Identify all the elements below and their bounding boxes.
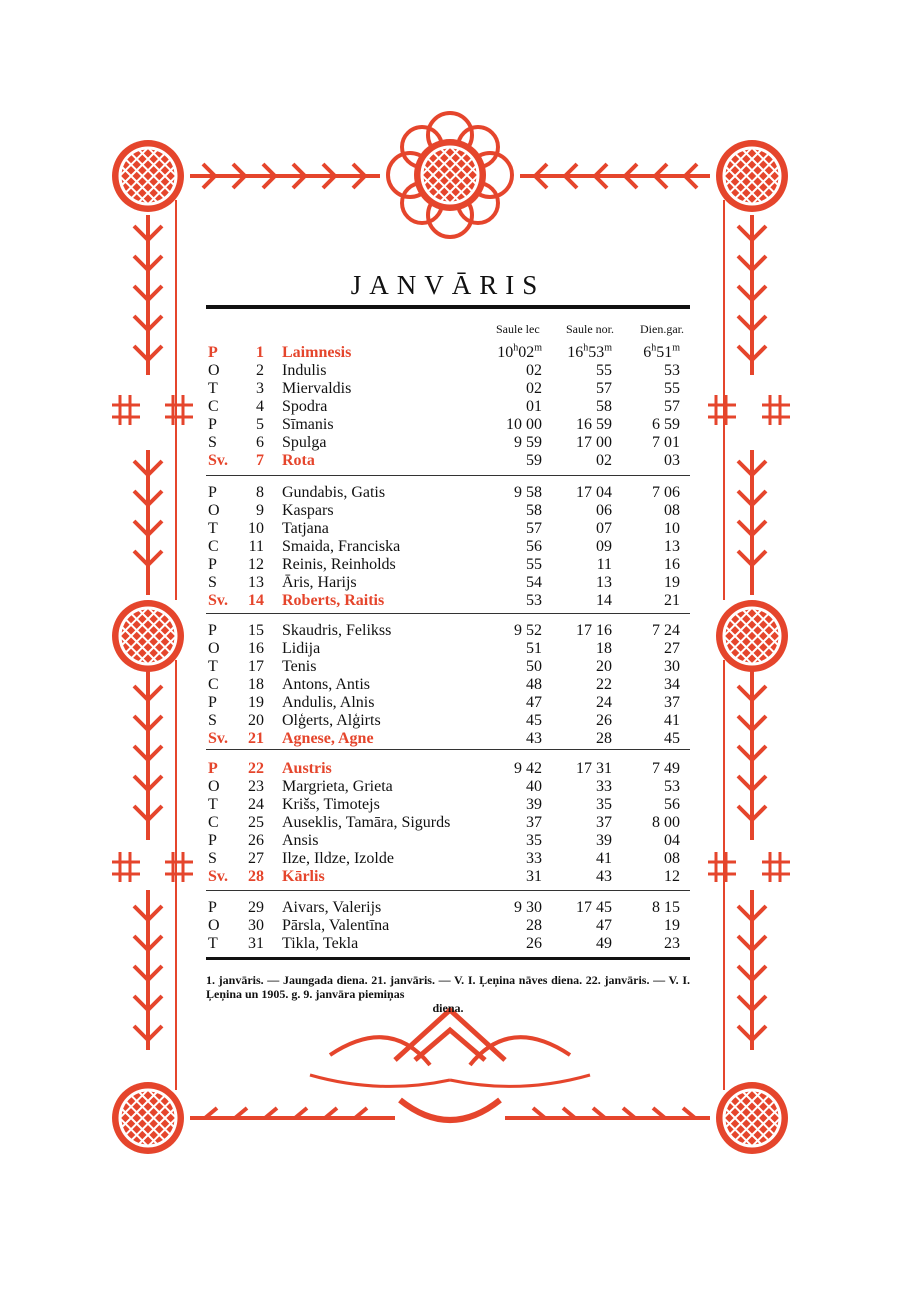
weekday-letter: O xyxy=(208,362,220,379)
footnote-text: 1. janvāris. — Jaungada diena. 21. janvāris. — V. I. Ļeņina nāves diena. 22. janvāris. — V. I. Ļeņina un 1905. g. 9. janvāra piemiņas xyxy=(206,973,690,1001)
day-length: 7 24 xyxy=(652,622,680,639)
day-row xyxy=(206,380,690,398)
day-number: 4 xyxy=(256,398,264,415)
day-row xyxy=(206,760,690,778)
name-day: Margrieta, Grieta xyxy=(282,778,393,795)
sunrise-time: 37 xyxy=(526,814,542,831)
day-length: 12 xyxy=(664,868,680,885)
day-length: 13 xyxy=(664,538,680,555)
name-day: Spulga xyxy=(282,434,327,451)
sunset-time: 06 xyxy=(596,502,612,519)
sunset-time: 55 xyxy=(596,362,612,379)
header-daylength: Dien.gar. xyxy=(640,322,684,336)
weekday-letter: S xyxy=(208,850,217,867)
sunrise-time: 59 xyxy=(526,452,542,469)
day-number: 12 xyxy=(248,556,264,573)
day-length: 6$^h$51$^m$ xyxy=(643,342,680,361)
weekday-letter: O xyxy=(208,502,220,519)
week-block xyxy=(206,484,690,610)
sunset-time: 49 xyxy=(596,935,612,952)
name-day: Miervaldis xyxy=(282,380,352,397)
day-row xyxy=(206,434,690,452)
sunrise-time: 9 42 xyxy=(514,760,542,777)
day-row xyxy=(206,899,690,917)
weekday-letter: P xyxy=(208,416,217,433)
name-day: Austris xyxy=(282,760,332,777)
week-block xyxy=(206,344,690,470)
day-row xyxy=(206,398,690,416)
sunset-time: 13 xyxy=(596,574,612,591)
day-length: 03 xyxy=(664,452,680,469)
sunrise-time: 54 xyxy=(526,574,542,591)
sunrise-time: 31 xyxy=(526,868,542,885)
day-number: 2 xyxy=(256,362,264,379)
sunrise-time: 58 xyxy=(526,502,542,519)
sunset-time: 17 45 xyxy=(576,899,612,916)
day-length: 8 15 xyxy=(652,899,680,916)
sunset-time: 24 xyxy=(596,694,612,711)
day-row xyxy=(206,592,690,610)
day-row xyxy=(206,344,690,362)
sunrise-time: 40 xyxy=(526,778,542,795)
sunrise-time: 26 xyxy=(526,935,542,952)
name-day: Smaida, Franciska xyxy=(282,538,401,555)
week-separator xyxy=(206,613,690,614)
sunrise-time: 9 59 xyxy=(514,434,542,451)
name-day: Olģerts, Alģirts xyxy=(282,712,381,729)
name-day: Antons, Antis xyxy=(282,676,371,693)
sunset-time: 17 31 xyxy=(576,760,612,777)
weekday-letter: O xyxy=(208,640,220,657)
weekday-letter: O xyxy=(208,917,220,934)
sunrise-time: 02 xyxy=(526,380,542,397)
sunset-time: 09 xyxy=(596,538,612,555)
day-row xyxy=(206,640,690,658)
weekday-letter: O xyxy=(208,778,220,795)
day-length: 19 xyxy=(664,574,680,591)
sunrise-time: 02 xyxy=(526,362,542,379)
name-day: Roberts, Raitis xyxy=(282,592,385,609)
day-number: 6 xyxy=(256,434,264,451)
day-number: 3 xyxy=(256,380,264,397)
day-number: 11 xyxy=(248,538,264,555)
sunset-time: 02 xyxy=(596,452,612,469)
sunrise-time: 50 xyxy=(526,658,542,675)
weekday-letter: Sv. xyxy=(208,592,229,609)
page-title: JANVĀRIS xyxy=(350,270,546,300)
sunset-time: 16$^h$53$^m$ xyxy=(567,342,612,361)
weekday-letter: C xyxy=(208,398,219,415)
sunset-time: 20 xyxy=(596,658,612,675)
day-row xyxy=(206,502,690,520)
name-day: Kārlis xyxy=(282,868,325,885)
weekday-letter: C xyxy=(208,814,219,831)
day-row xyxy=(206,778,690,796)
sunset-time: 39 xyxy=(596,832,612,849)
day-number: 15 xyxy=(248,622,264,639)
sunrise-time: 10$^h$02$^m$ xyxy=(497,342,542,361)
sunrise-time: 39 xyxy=(526,796,542,813)
day-length: 30 xyxy=(664,658,680,675)
weekday-letter: T xyxy=(208,796,218,813)
day-row xyxy=(206,694,690,712)
day-row xyxy=(206,676,690,694)
day-number: 19 xyxy=(248,694,264,711)
bottom-rule xyxy=(206,957,690,960)
day-row xyxy=(206,574,690,592)
day-row xyxy=(206,796,690,814)
day-number: 31 xyxy=(248,935,264,952)
day-number: 8 xyxy=(256,484,264,501)
weekday-letter: Sv. xyxy=(208,868,229,885)
name-day: Andulis, Alnis xyxy=(282,694,375,711)
name-day: Auseklis, Tamāra, Sigurds xyxy=(282,814,451,831)
name-day: Rota xyxy=(282,452,315,469)
weekday-letter: T xyxy=(208,658,218,675)
sunrise-time: 53 xyxy=(526,592,542,609)
weekday-letter: T xyxy=(208,520,218,537)
name-day: Indulis xyxy=(282,362,327,379)
day-number: 27 xyxy=(248,850,264,867)
day-length: 7 06 xyxy=(652,484,680,501)
sunset-time: 16 59 xyxy=(576,416,612,433)
day-row xyxy=(206,850,690,868)
day-length: 7 49 xyxy=(652,760,680,777)
weekday-letter: C xyxy=(208,538,219,555)
day-number: 22 xyxy=(248,760,264,777)
sunset-time: 35 xyxy=(596,796,612,813)
sunset-time: 11 xyxy=(596,556,612,573)
day-length: 16 xyxy=(664,556,680,573)
sunrise-time: 48 xyxy=(526,676,542,693)
sunset-time: 37 xyxy=(596,814,612,831)
sunset-time: 43 xyxy=(596,868,612,885)
title-rule xyxy=(206,305,690,309)
day-length: 53 xyxy=(664,362,680,379)
sunset-time: 14 xyxy=(596,592,612,609)
day-row xyxy=(206,832,690,850)
day-number: 14 xyxy=(248,592,264,609)
sunrise-time: 47 xyxy=(526,694,542,711)
day-number: 1 xyxy=(256,344,264,361)
name-day: Sīmanis xyxy=(282,416,334,433)
day-number: 5 xyxy=(256,416,264,433)
sunrise-time: 10 00 xyxy=(506,416,542,433)
name-day: Gundabis, Gatis xyxy=(282,484,386,501)
day-number: 29 xyxy=(248,899,264,916)
day-row xyxy=(206,730,690,748)
sunrise-time: 55 xyxy=(526,556,542,573)
day-number: 30 xyxy=(248,917,264,934)
weekday-letter: S xyxy=(208,712,217,729)
day-row xyxy=(206,520,690,538)
weekday-letter: C xyxy=(208,676,219,693)
day-number: 17 xyxy=(248,658,264,675)
name-day: Ansis xyxy=(282,832,319,849)
day-length: 7 01 xyxy=(652,434,680,451)
sunset-time: 57 xyxy=(596,380,612,397)
sunset-time: 18 xyxy=(596,640,612,657)
day-length: 27 xyxy=(664,640,680,657)
day-row xyxy=(206,814,690,832)
sunrise-time: 51 xyxy=(526,640,542,657)
footnote xyxy=(206,973,690,1015)
sunrise-time: 9 30 xyxy=(514,899,542,916)
sunset-time: 07 xyxy=(596,520,612,537)
sunset-time: 41 xyxy=(596,850,612,867)
sunrise-time: 9 58 xyxy=(514,484,542,501)
day-number: 20 xyxy=(248,712,264,729)
day-length: 6 59 xyxy=(652,416,680,433)
sunset-time: 17 16 xyxy=(576,622,612,639)
name-day: Tatjana xyxy=(282,520,329,537)
name-day: Pārsla, Valentīna xyxy=(282,917,390,934)
header-sunset: Saule nor. xyxy=(566,322,614,336)
day-length: 21 xyxy=(664,592,680,609)
header-sunrise: Saule lec xyxy=(496,322,540,336)
day-row xyxy=(206,556,690,574)
name-day: Krišs, Timotejs xyxy=(282,796,380,813)
name-day: Ilze, Ildze, Izolde xyxy=(282,850,394,867)
day-length: 55 xyxy=(664,380,680,397)
footnote-last: diena. xyxy=(432,1001,464,1015)
name-day: Lidija xyxy=(282,640,321,657)
sunrise-time: 43 xyxy=(526,730,542,747)
week-separator xyxy=(206,749,690,750)
weekday-letter: P xyxy=(208,622,217,639)
day-row xyxy=(206,935,690,953)
day-number: 10 xyxy=(248,520,264,537)
day-length: 19 xyxy=(664,917,680,934)
weekday-letter: Sv. xyxy=(208,730,229,747)
day-length: 53 xyxy=(664,778,680,795)
day-number: 16 xyxy=(248,640,264,657)
sunset-time: 47 xyxy=(596,917,612,934)
day-number: 28 xyxy=(248,868,264,885)
name-day: Laimnesis xyxy=(282,344,352,361)
sunrise-time: 33 xyxy=(526,850,542,867)
day-row xyxy=(206,452,690,470)
day-length: 41 xyxy=(664,712,680,729)
day-row xyxy=(206,868,690,886)
name-day: Agnese, Agne xyxy=(282,730,374,747)
weekday-letter: Sv. xyxy=(208,452,229,469)
day-number: 23 xyxy=(248,778,264,795)
day-number: 21 xyxy=(248,730,264,747)
sunset-time: 22 xyxy=(596,676,612,693)
name-day: Reinis, Reinholds xyxy=(282,556,396,573)
day-row xyxy=(206,362,690,380)
name-day: Skaudris, Felikss xyxy=(282,622,392,639)
day-row xyxy=(206,712,690,730)
name-day: Tikla, Tekla xyxy=(282,935,359,952)
week-block xyxy=(206,899,690,953)
name-day: Āris, Harijs xyxy=(282,574,357,591)
day-length: 8 00 xyxy=(652,814,680,831)
day-number: 26 xyxy=(248,832,264,849)
day-number: 18 xyxy=(248,676,264,693)
name-day: Kaspars xyxy=(282,502,334,519)
week-separator xyxy=(206,475,690,476)
day-length: 08 xyxy=(664,502,680,519)
weekday-letter: T xyxy=(208,380,218,397)
weekday-letter: S xyxy=(208,574,217,591)
weekday-letter: T xyxy=(208,935,218,952)
day-row xyxy=(206,622,690,640)
day-length: 45 xyxy=(664,730,680,747)
sunset-time: 28 xyxy=(596,730,612,747)
weekday-letter: P xyxy=(208,694,217,711)
week-block xyxy=(206,622,690,748)
day-row xyxy=(206,658,690,676)
sunrise-time: 57 xyxy=(526,520,542,537)
day-length: 56 xyxy=(664,796,680,813)
name-day: Tenis xyxy=(282,658,317,675)
sunset-time: 26 xyxy=(596,712,612,729)
sunrise-time: 45 xyxy=(526,712,542,729)
day-length: 34 xyxy=(664,676,680,693)
week-separator xyxy=(206,890,690,891)
day-length: 37 xyxy=(664,694,680,711)
sunset-time: 58 xyxy=(596,398,612,415)
day-length: 57 xyxy=(664,398,680,415)
sunset-time: 17 00 xyxy=(576,434,612,451)
day-number: 13 xyxy=(248,574,264,591)
weekday-letter: P xyxy=(208,760,218,777)
day-number: 24 xyxy=(248,796,264,813)
week-block xyxy=(206,760,690,886)
sunrise-time: 28 xyxy=(526,917,542,934)
day-number: 25 xyxy=(248,814,264,831)
day-length: 10 xyxy=(664,520,680,537)
name-day: Aivars, Valerijs xyxy=(282,899,382,916)
weekday-letter: P xyxy=(208,344,218,361)
sunset-time: 17 04 xyxy=(576,484,612,501)
sunrise-time: 01 xyxy=(526,398,542,415)
day-number: 9 xyxy=(256,502,264,519)
day-length: 08 xyxy=(664,850,680,867)
day-length: 23 xyxy=(664,935,680,952)
sunrise-time: 35 xyxy=(526,832,542,849)
weekday-letter: P xyxy=(208,484,217,501)
sunrise-time: 56 xyxy=(526,538,542,555)
day-length: 04 xyxy=(664,832,680,849)
name-day: Spodra xyxy=(282,398,328,415)
day-row xyxy=(206,917,690,935)
day-row xyxy=(206,484,690,502)
day-number: 7 xyxy=(256,452,264,469)
weekday-letter: P xyxy=(208,832,217,849)
day-row xyxy=(206,538,690,556)
weekday-letter: S xyxy=(208,434,217,451)
day-row xyxy=(206,416,690,434)
weekday-letter: P xyxy=(208,556,217,573)
sunset-time: 33 xyxy=(596,778,612,795)
weekday-letter: P xyxy=(208,899,217,916)
sunrise-time: 9 52 xyxy=(514,622,542,639)
